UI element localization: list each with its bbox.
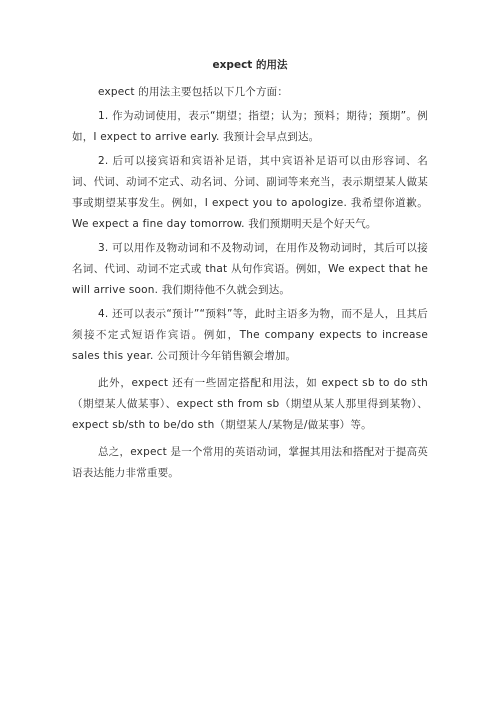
usage-paragraph-2: 2. 后可以接宾语和宾语补足语，其中宾语补足语可以由形容词、名词、代词、动词不定式、动名词、分词、副词等来充当，表示期望某人做某事或期望某事发生。例如，I expect you to apologize. 我希望你道歉。We expect a fine day tomorrow. 我们预期明天是个好天气。 [72,155,428,230]
usage-paragraph-1: 1. 作为动词使用，表示“期望；指望；认为；预料；期待；预期”。例如，I expect to arrive early. 我预计会早点到达。 [72,110,428,143]
intro-paragraph: expect 的用法主要包括以下几个方面： [98,86,289,98]
collocations-paragraph: 此外，expect 还有一些固定搭配和用法，如 expect sb to do sth（期望某人做某事）、expect sth from sb（期望从某人那里得到某物）、expect sb/sth to be/do sth（期望某人/某物是/做某事）等。 [72,377,428,431]
usage-paragraph-4: 4. 还可以表示“预计”“预料”等，此时主语多为物，而不是人，且其后须接不定式短语作宾语。例如，The company expects to increase sales this year. 公司预计今年销售额会增加。 [72,308,428,362]
summary-paragraph: 总之，expect 是一个常用的英语动词，掌握其用法和搭配对于提高英语表达能力非常重要。 [72,446,428,479]
usage-paragraph-3: 3. 可以用作及物动词和不及物动词，在用作及物动词时，其后可以接名词、代词、动词不定式或 that 从句作宾语。例如，We expect that he will arrive soon. 我们期待他不久就会到达。 [72,242,428,296]
page-title: expect 的用法 [212,59,288,71]
